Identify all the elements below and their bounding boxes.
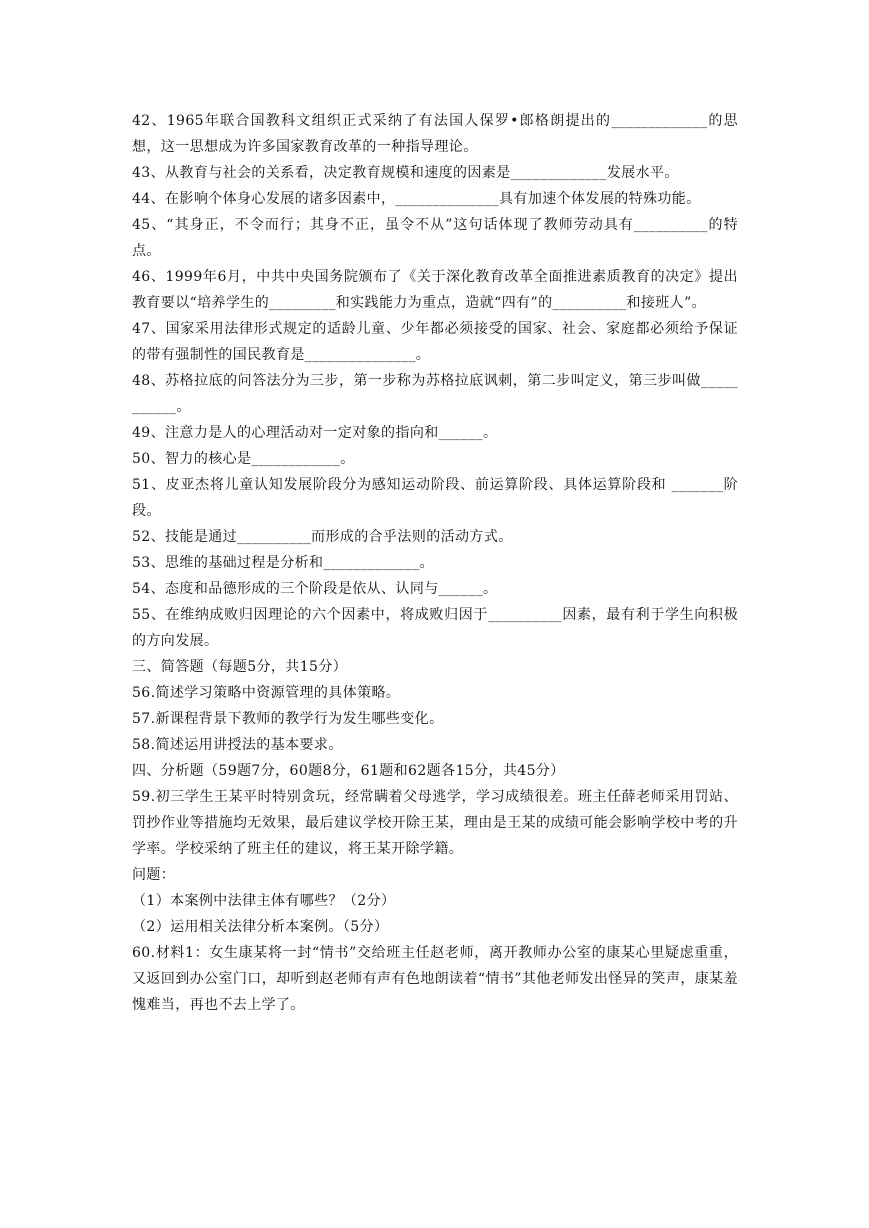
question-60: 60.材料1：女生康某将一封“情书”交给班主任赵老师，离开教师办公室的康某心里疑虑重重，又返回到办公室门口，却听到赵老师有声有色地朗读着“情书”其他老师发出怪异的笑声，康某羞愧难当，再也不去上学了。 — [132, 945, 738, 1013]
question-54: 54、态度和品德形成的三个阶段是依从、认同与______。 — [132, 581, 498, 597]
question-45: 45、“其身正，不令而行；其身不正，虽令不从”这句话体现了教师劳动具有__________的特点。 — [132, 217, 738, 259]
question-48: 48、苏格拉底的问答法分为三步，第一步称为苏格拉底讽刺，第二步叫定义，第三步叫做___________。 — [132, 373, 738, 415]
question-51: 51、皮亚杰将儿童认知发展阶段分为感知运动阶段、前运算阶段、具体运算阶段和 _______阶段。 — [132, 477, 738, 519]
question-42: 42、1965年联合国教科文组织正式采纳了有法国人保罗•郎格朗提出的_____________的思想，这一思想成为许多国家教育改革的一种指导理论。 — [132, 113, 738, 155]
question-43: 43、从教育与社会的关系看，决定教育规模和速度的因素是_____________发展水平。 — [132, 165, 679, 181]
question-47: 47、国家采用法律形式规定的适龄儿童、少年都必须接受的国家、社会、家庭都必须给予保证的带有强制性的国民教育是_______________。 — [132, 321, 738, 363]
section-heading-analysis: 四、分析题（59题7分，60题8分，61题和62题各15分，共45分） — [132, 763, 565, 779]
question-57: 57.新课程背景下教师的教学行为发生哪些变化。 — [132, 711, 444, 727]
question-59-label: 问题： — [132, 867, 176, 883]
question-53: 53、思维的基础过程是分析和_____________。 — [132, 555, 435, 571]
question-59-sub-2: （2）运用相关法律分析本案例。（5分） — [132, 919, 389, 935]
question-46: 46、1999年6月，中共中央国务院颁布了《关于深化教育改革全面推进素质教育的决定》提出教育要以“培养学生的_________和实践能力为重点，造就“四有”的__________和接班人”。 — [132, 269, 738, 311]
question-44: 44、在影响个体身心发展的诸多因素中，______________具有加速个体发展的特殊功能。 — [132, 191, 701, 207]
question-55: 55、在维纳成败归因理论的六个因素中，将成败归因于__________因素，最有利于学生向积极的方向发展。 — [132, 607, 738, 649]
document-page — [132, 108, 738, 1018]
section-heading-short-answer: 三、简答题（每题5分，共15分） — [132, 659, 348, 675]
question-58: 58.简述运用讲授法的基本要求。 — [132, 737, 343, 753]
question-59-sub-1: （1）本案例中法律主体有哪些？（2分） — [132, 893, 396, 909]
question-50: 50、智力的核心是____________。 — [132, 451, 355, 467]
question-49: 49、注意力是人的心理活动对一定对象的指向和______。 — [132, 425, 498, 441]
question-56: 56.简述学习策略中资源管理的具体策略。 — [132, 685, 401, 701]
question-52: 52、技能是通过__________而形成的合乎法则的活动方式。 — [132, 529, 513, 545]
question-59: 59.初三学生王某平时特别贪玩，经常瞒着父母逃学，学习成绩很差。班主任薛老师采用罚站、罚抄作业等措施均无效果，最后建议学校开除王某，理由是王某的成绩可能会影响学校中考的升学率。学校采纳了班主任的建议，将王某开除学籍。 — [132, 789, 738, 857]
